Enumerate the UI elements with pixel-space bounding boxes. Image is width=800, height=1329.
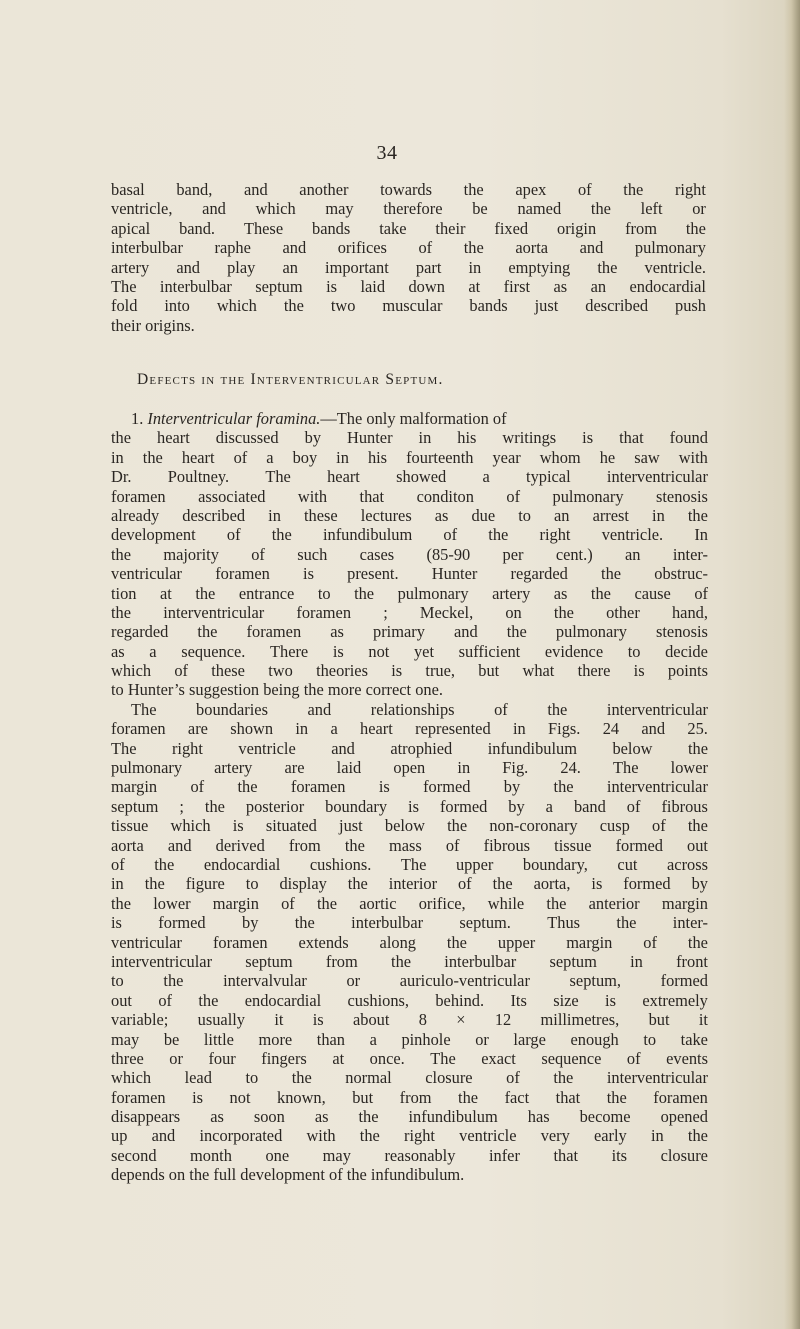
paragraph-line: second month one may reasonably infer that its closure	[111, 1145, 708, 1165]
paragraph-line: tion at the entrance to the pulmonary artery as the cause of	[111, 583, 708, 603]
paragraph-line: as a sequence. There is not yet sufficient evidence to decide	[111, 641, 708, 661]
paragraph-line: fold into which the two muscular bands just described push	[111, 296, 706, 316]
paragraph-line: to Hunter’s suggestion being the more correct one.	[111, 680, 443, 700]
paragraph-line: disappears as soon as the infundibulum has become opened	[111, 1107, 708, 1127]
paragraph-line: foramen are shown in a heart represented in Figs. 24 and 25.	[111, 719, 708, 739]
paragraph-line: development of the infundibulum of the right ventricle. In	[111, 525, 708, 545]
paragraph-line: their origins.	[111, 315, 195, 335]
paragraph-line: ventricular foramen extends along the upper margin of the	[111, 932, 708, 952]
paragraph-line: depends on the full development of the infundibulum.	[111, 1165, 465, 1185]
paragraph-line	[111, 409, 708, 428]
paragraph-line: out of the endocardial cushions, behind. Its size is extremely	[111, 990, 708, 1010]
paragraph-line: The boundaries and relationships of the interventricular	[131, 699, 708, 719]
paragraph-line: interbulbar raphe and orifices of the aorta and pulmonary	[111, 238, 706, 258]
paragraph-line: the lower margin of the aortic orifice, while the anterior margin	[111, 893, 708, 913]
paragraph-line: in the heart of a boy in his fourteenth year whom he saw with	[111, 447, 708, 467]
paragraph-line: which lead to the normal closure of the interventricular	[111, 1068, 708, 1088]
paragraph-line: of the endocardial cushions. The upper boundary, cut across	[111, 854, 708, 874]
paragraph-line: variable; usually it is about 8 × 12 millimetres, but it	[111, 1010, 708, 1030]
paragraph-line: The interbulbar septum is laid down at first as an endocardial	[111, 276, 706, 296]
paragraph-line: artery and play an important part in emptying the ventricle.	[111, 257, 706, 277]
paragraph-line: the interventricular foramen ; Meckel, on the other hand,	[111, 602, 708, 622]
section-body	[111, 409, 708, 1185]
paragraph-line: foramen associated with that conditon of pulmonary stenosis	[111, 486, 708, 506]
paragraph-line: septum ; the posterior boundary is formed by a band of fibrous	[111, 796, 708, 816]
item-number: 1.	[131, 409, 144, 428]
section-heading: Defects in the Interventricular Septum.	[137, 371, 444, 388]
paragraph-line-text: —The only malformation of	[320, 409, 507, 428]
item-title: Interventricular foramina.	[147, 409, 321, 428]
paragraph-line: which of these two theories is true, but what there is points	[111, 661, 708, 681]
intro-paragraph	[111, 180, 706, 335]
paragraph-line: The right ventricle and atrophied infundibulum below the	[111, 738, 708, 758]
paragraph-line: apical band. These bands take their fixed origin from the	[111, 218, 706, 238]
paragraph-line: in the figure to display the interior of the aorta, is formed by	[111, 874, 708, 894]
paragraph-line: aorta and derived from the mass of fibrous tissue formed out	[111, 835, 708, 855]
page-edge-shadow	[784, 0, 800, 1329]
paragraph-line: ventricle, and which may therefore be named the left or	[111, 199, 706, 219]
paragraph-line: basal band, and another towards the apex of the right	[111, 180, 706, 199]
paragraph-line: the majority of such cases (85-90 per cent.) an inter-	[111, 544, 708, 564]
page-number: 34	[376, 142, 398, 164]
paragraph-line: to the intervalvular or auriculo-ventricular septum, formed	[111, 971, 708, 991]
paragraph-line: the heart discussed by Hunter in his writings is that found	[111, 428, 708, 448]
paragraph-line: may be little more than a pinhole or large enough to take	[111, 1029, 708, 1049]
paragraph-line: is formed by the interbulbar septum. Thus the inter-	[111, 913, 708, 933]
paragraph-line: margin of the foramen is formed by the interventricular	[111, 777, 708, 797]
paragraph-line: up and incorporated with the right ventricle very early in the	[111, 1126, 708, 1146]
paragraph-line: already described in these lectures as due to an arrest in the	[111, 505, 708, 525]
paragraph-line: ventricular foramen is present. Hunter regarded the obstruc-	[111, 564, 708, 584]
paragraph-line: foramen is not known, but from the fact that the foramen	[111, 1087, 708, 1107]
paragraph-line: regarded the foramen as primary and the pulmonary stenosis	[111, 622, 708, 642]
paragraph-line: three or four fingers at once. The exact sequence of events	[111, 1048, 708, 1068]
paragraph-line: tissue which is situated just below the non-coronary cusp of the	[111, 816, 708, 836]
paragraph-line: pulmonary artery are laid open in Fig. 24. The lower	[111, 758, 708, 778]
paragraph-line: interventricular septum from the interbulbar septum in front	[111, 951, 708, 971]
paragraph-line: Dr. Poultney. The heart showed a typical interventricular	[111, 467, 708, 487]
